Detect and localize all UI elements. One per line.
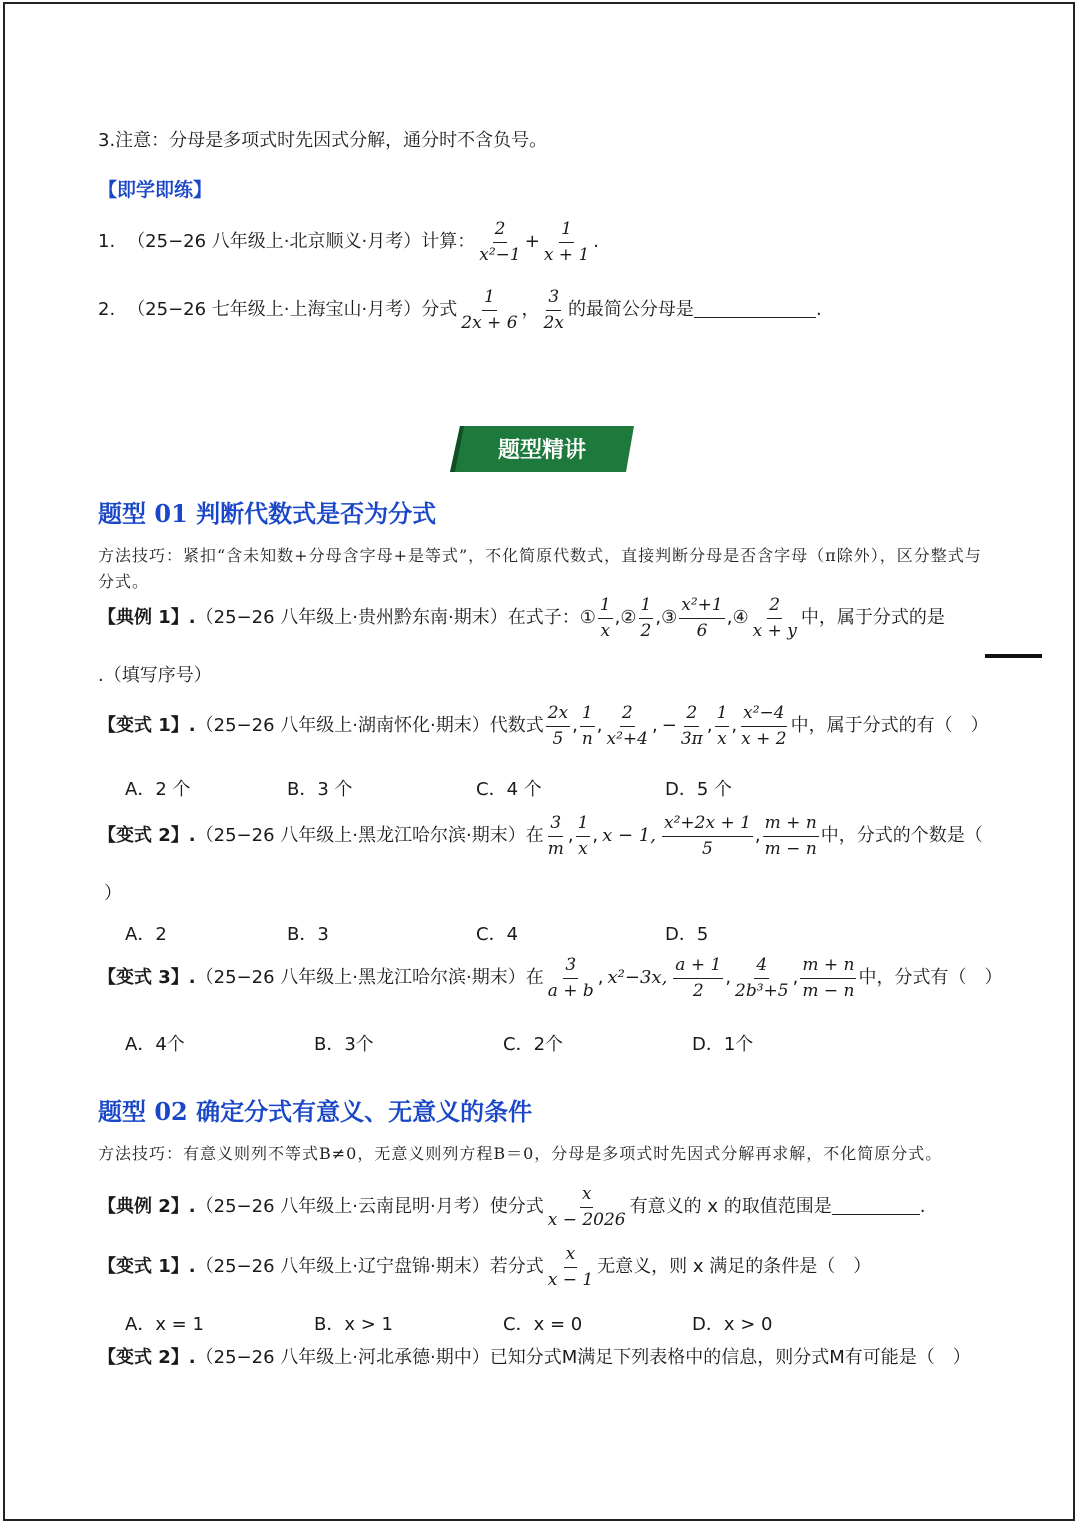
numerator: 2 [620, 704, 635, 727]
example-label: 【典例 2】. [98, 1196, 196, 1217]
denominator: 2b³+5 [735, 980, 789, 1001]
denominator: x [600, 620, 611, 641]
option-c[interactable]: C．x = 0 [503, 1314, 583, 1335]
example-source: （25−26 八年级上·贵州黔东南·期末）在式子： [195, 607, 580, 628]
option-d[interactable]: D．1个 [692, 1034, 754, 1055]
question-source: （25−26 七年级上·上海宝山·月考）分式 [127, 299, 458, 320]
fraction [679, 704, 705, 749]
question-2 [98, 282, 822, 338]
denominator: m − n [802, 980, 855, 1001]
plus-sign: + [524, 231, 540, 252]
denominator: x [578, 838, 588, 859]
variant-tail: 中，属于分式的有（ ） [790, 715, 989, 736]
option-a[interactable]: A．2 [125, 924, 167, 945]
numerator: x²+2x + 1 [662, 814, 753, 837]
numerator: 2 [684, 704, 699, 727]
denominator: m [547, 838, 564, 859]
option-c[interactable]: C．2个 [503, 1034, 564, 1055]
fraction [598, 596, 613, 641]
numerator: x [564, 1245, 578, 1268]
variant-1: 【变式 1】. （25−26 八年级上·湖南怀化·期末）代数式 $\frac{2x}{5}$ , $\frac{1}{n}$ , $\frac{2}{\text{x²+4}}$ , − $\frac{2}{3\pi}$ , $\frac{1}{x}$ , $\frac{\text{x²−4}}{x + 2}$ 中，属于分式的有（ ） [98, 702, 989, 749]
item-index: ① [579, 607, 596, 628]
variant-2: 【变式 2】. （25−26 八年级上·黑龙江哈尔滨·期末）在 $\frac{3}{m}$ , $\frac{1}{x}$ , x − 1, $\frac{\text{x²+2x + 1}}{5}$ , $\frac{m + n}{m - n}$ 中，分式的个数是（ [98, 812, 983, 859]
numerator: m + n [800, 956, 856, 979]
fraction [639, 596, 654, 641]
fraction [605, 704, 650, 749]
denominator: m − n [764, 838, 817, 859]
variant-tail: 无意义，则 x 满足的条件是（ ） [597, 1256, 872, 1277]
intro-note: 3.注意：分母是多项式时先因式分解，通分时不含负号。 [98, 130, 548, 151]
variant-source: （25−26 八年级上·湖南怀化·期末）代数式 [195, 715, 544, 736]
question-source: （25−26 八年级上·北京顺义·月考）计算： [127, 231, 476, 252]
denominator: 5 [702, 838, 713, 859]
fraction [580, 704, 595, 749]
example-1-continuation: .（填写序号） [98, 665, 212, 686]
variant-3: 【变式 3】. （25−26 八年级上·黑龙江哈尔滨·期末）在 $\frac{3}{a + b}$ , x²−3x, $\frac{a + 1}{2}$ , $\frac{4}{\text{2b³+5}}$ , $\frac{m + n}{m - n}$ 中，分式有（ ） [98, 954, 1003, 1001]
numerator: 1 [580, 704, 595, 727]
option-d[interactable]: D．x > 0 [692, 1314, 773, 1335]
denominator: x²−1 [479, 244, 521, 265]
type2-title: 题型 02 确定分式有意义、无意义的条件 [98, 1097, 533, 1126]
numerator: 3 [546, 288, 561, 311]
option-a[interactable]: A．2 个 [125, 779, 191, 800]
practice-header: 【即学即练】 [98, 179, 213, 201]
numerator: 1 [482, 288, 497, 311]
example-tail: 有意义的 x 的取值范围是 [629, 1196, 832, 1217]
denominator: x [717, 728, 727, 749]
fraction [576, 814, 591, 859]
variant-2 [98, 1346, 971, 1370]
fraction [546, 814, 566, 859]
question-number: 2. [98, 299, 116, 320]
fraction [546, 956, 596, 1001]
numerator: 1 [559, 220, 574, 243]
option-b[interactable]: B．3 个 [287, 779, 353, 800]
variant-1 [98, 1242, 871, 1292]
example-label: 【典例 1】. [98, 607, 196, 628]
numerator: 2 [493, 220, 508, 243]
expression: x − 1, [602, 825, 656, 846]
numerator: 4 [754, 956, 769, 979]
denominator: 2 [640, 620, 652, 641]
numerator: 1 [598, 596, 613, 619]
topic-banner [450, 422, 634, 476]
option-c[interactable]: C．4 [476, 924, 519, 945]
fraction [546, 704, 570, 749]
variant-2-close: ） [104, 883, 122, 904]
variant-source: （25−26 八年级上·辽宁盘锦·期末）若分式 [195, 1256, 544, 1277]
period: . [919, 1196, 926, 1217]
denominator: x + y [752, 620, 797, 641]
fraction [751, 596, 799, 641]
variant-source: （25−26 八年级上·黑龙江哈尔滨·期末）在 [195, 825, 544, 846]
question-number: 1. [98, 231, 116, 252]
option-b[interactable]: B．3个 [314, 1034, 374, 1055]
answer-blank[interactable] [832, 1200, 920, 1215]
option-a[interactable]: A．x = 1 [125, 1314, 204, 1335]
numerator: 1 [715, 704, 730, 727]
numerator: x [580, 1185, 594, 1208]
variant-label: 【变式 1】. [98, 1256, 196, 1277]
option-c[interactable]: C．4 个 [476, 779, 542, 800]
variant-source: （25−26 八年级上·河北承德·期中）已知分式M满足下列表格中的信息，则分式M有可能是（ ） [195, 1347, 971, 1368]
type1-method: 方法技巧：紧扣“含未知数+分母含字母+是等式”，不化简原代数式，直接判断分母是否含字母（π除外），区分整式与分式。 [98, 546, 982, 591]
numerator: m + n [763, 814, 819, 837]
denominator: 6 [696, 620, 708, 641]
denominator: 2x [543, 312, 564, 333]
option-b[interactable]: B．x > 1 [314, 1314, 393, 1335]
variant-tail: 中，分式有（ ） [858, 967, 1003, 988]
numerator: 3 [563, 956, 578, 979]
fraction [673, 956, 723, 1001]
numerator: x²−4 [741, 704, 786, 727]
period: . [593, 231, 600, 252]
numerator: 1 [576, 814, 591, 837]
denominator: x − 1 [547, 1269, 594, 1290]
option-b[interactable]: B．3 [287, 924, 329, 945]
numerator: a + 1 [673, 956, 723, 979]
answer-blank[interactable] [985, 654, 1042, 658]
fraction [739, 704, 788, 749]
denominator: x + 1 [543, 244, 590, 265]
variant-label: 【变式 2】. [98, 1347, 196, 1368]
item-index: ③ [661, 607, 678, 628]
fraction [800, 956, 856, 1001]
variant-label: 【变式 3】. [98, 967, 196, 988]
denominator: 5 [552, 728, 564, 749]
variant-source: （25−26 八年级上·黑龙江哈尔滨·期末）在 [195, 967, 544, 988]
fraction [733, 956, 791, 1001]
numerator: 2x [546, 704, 570, 727]
variant-label: 【变式 1】. [98, 715, 196, 736]
question-tail: 的最简公分母是 [567, 299, 694, 320]
denominator: 2 [692, 980, 704, 1001]
fraction [715, 704, 730, 749]
answer-blank[interactable] [694, 303, 816, 318]
numerator: x²+1 [679, 596, 724, 619]
fraction [477, 220, 522, 265]
type2-method: 方法技巧：有意义则列不等式B≠0，无意义则列方程B＝0，分母是多项式时先因式分解再求解，不化简原分式。 [98, 1144, 943, 1163]
banner-label: 题型精讲 [497, 438, 587, 463]
question-1 [98, 214, 599, 270]
option-d[interactable]: D．5 个 [665, 779, 733, 800]
variant-label: 【变式 2】. [98, 825, 196, 846]
item-index: ④ [732, 607, 749, 628]
fraction [662, 814, 753, 859]
denominator: 3π [680, 728, 703, 749]
numerator: 2 [767, 596, 782, 619]
option-a[interactable]: A．4个 [125, 1034, 185, 1055]
type1-title: 题型 01 判断代数式是否为分式 [98, 499, 437, 528]
separator: ， [521, 299, 540, 320]
variant-tail: 中，分式的个数是（ [820, 825, 983, 846]
denominator: a + b [547, 980, 594, 1001]
denominator: x − 2026 [547, 1209, 626, 1230]
fraction [546, 1245, 595, 1290]
example-2 [98, 1182, 925, 1232]
example-source: （25−26 八年级上·云南昆明·月考）使分式 [195, 1196, 544, 1217]
fraction [459, 288, 519, 333]
fraction [679, 596, 724, 641]
option-d[interactable]: D．5 [665, 924, 709, 945]
fraction [542, 220, 591, 265]
example-tail: 中，属于分式的是 [800, 607, 945, 628]
expression: x²−3x, [607, 967, 668, 988]
fraction [763, 814, 819, 859]
fraction [542, 288, 566, 333]
denominator: n [581, 728, 593, 749]
period: . [815, 299, 822, 320]
numerator: 1 [639, 596, 654, 619]
denominator: x + 2 [741, 728, 787, 749]
item-index: ② [620, 607, 637, 628]
denominator: x²+4 [606, 728, 648, 749]
fraction [546, 1185, 628, 1230]
numerator: 3 [548, 814, 563, 837]
example-1: 【典例 1】. （25−26 八年级上·贵州黔东南·期末）在式子： ① $\frac{1}{x}$ , ② $\frac{1}{2}$ , ③ $\frac{\text{x²+1}}{6}$ , ④ $\frac{2}{x + y}$ 中，属于分式的是 [98, 594, 945, 641]
denominator: 2x + 6 [461, 312, 518, 333]
